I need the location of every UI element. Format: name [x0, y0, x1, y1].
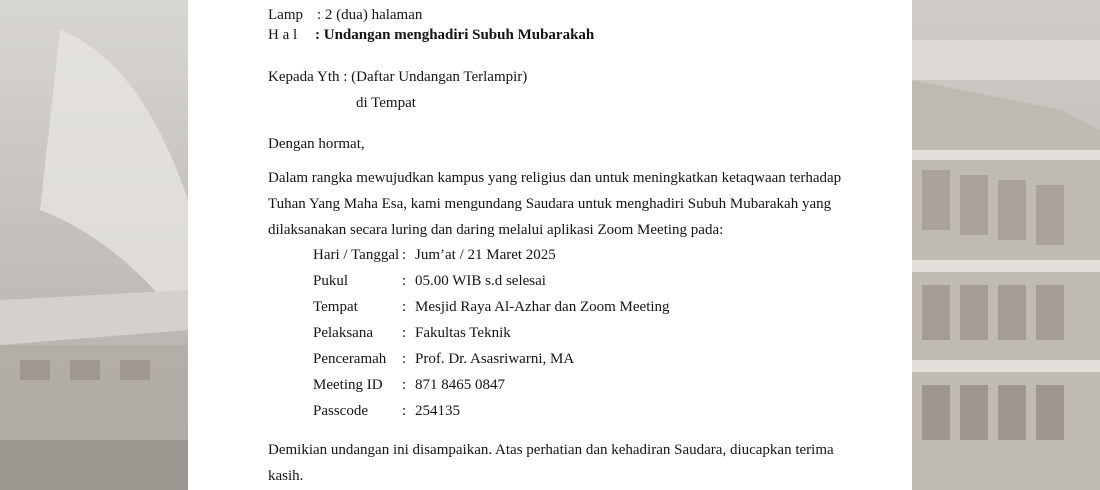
closing-line-2: kasih. — [268, 468, 304, 484]
detail-label: Penceramah — [313, 351, 387, 367]
detail-colon: : — [402, 273, 407, 289]
detail-value: 254135 — [415, 403, 460, 419]
detail-label: Passcode — [313, 403, 368, 419]
detail-colon: : — [402, 377, 407, 393]
body-line-2: Tuhan Yang Maha Esa, kami mengundang Saudara untuk menghadiri Subuh Mubarakah yang — [268, 196, 832, 212]
detail-value: 871 8465 0847 — [415, 377, 505, 393]
recipient-line: Kepada Yth : (Daftar Undangan Terlampir) — [268, 69, 528, 85]
greeting: Dengan hormat, — [268, 136, 365, 152]
lamp-label: Lamp — [268, 7, 303, 23]
detail-colon: : — [402, 325, 407, 341]
detail-label: Hari / Tanggal — [313, 247, 400, 263]
detail-label: Pukul — [313, 273, 349, 289]
subject-value: : Undangan menghadiri Subuh Mubarakah — [315, 27, 595, 43]
detail-value: Prof. Dr. Asasriwarni, MA — [415, 351, 575, 367]
detail-label: Meeting ID — [313, 377, 383, 393]
closing-line-1: Demikian undangan ini disampaikan. Atas perhatian dan kehadiran Saudara, diucapkan terima — [268, 442, 834, 458]
detail-colon: : — [402, 247, 407, 263]
building-silhouette-left — [0, 0, 188, 490]
lamp-value: : 2 (dua) halaman — [317, 7, 423, 23]
detail-label: Tempat — [313, 299, 358, 315]
detail-value: Fakultas Teknik — [415, 325, 511, 341]
detail-colon: : — [402, 299, 407, 315]
detail-label: Pelaksana — [313, 325, 373, 341]
body-line-3: dilaksanakan secara luring dan daring melalui aplikasi Zoom Meeting pada: — [268, 222, 724, 238]
background-photo-left — [0, 0, 188, 490]
detail-value: Mesjid Raya Al-Azhar dan Zoom Meeting — [415, 299, 670, 315]
detail-colon: : — [402, 403, 407, 419]
detail-colon: : — [402, 351, 407, 367]
detail-value: 05.00 WIB s.d selesai — [415, 273, 546, 289]
building-silhouette-right — [912, 0, 1100, 490]
recipient-place: di Tempat — [356, 95, 416, 111]
hal-label: H a l — [268, 27, 298, 43]
body-line-1: Dalam rangka mewujudkan kampus yang religius dan untuk meningkatkan ketaqwaan terhadap — [268, 170, 842, 186]
background-photo-right — [912, 0, 1100, 490]
letter-page — [188, 0, 912, 490]
detail-value: Jum’at / 21 Maret 2025 — [415, 247, 556, 263]
